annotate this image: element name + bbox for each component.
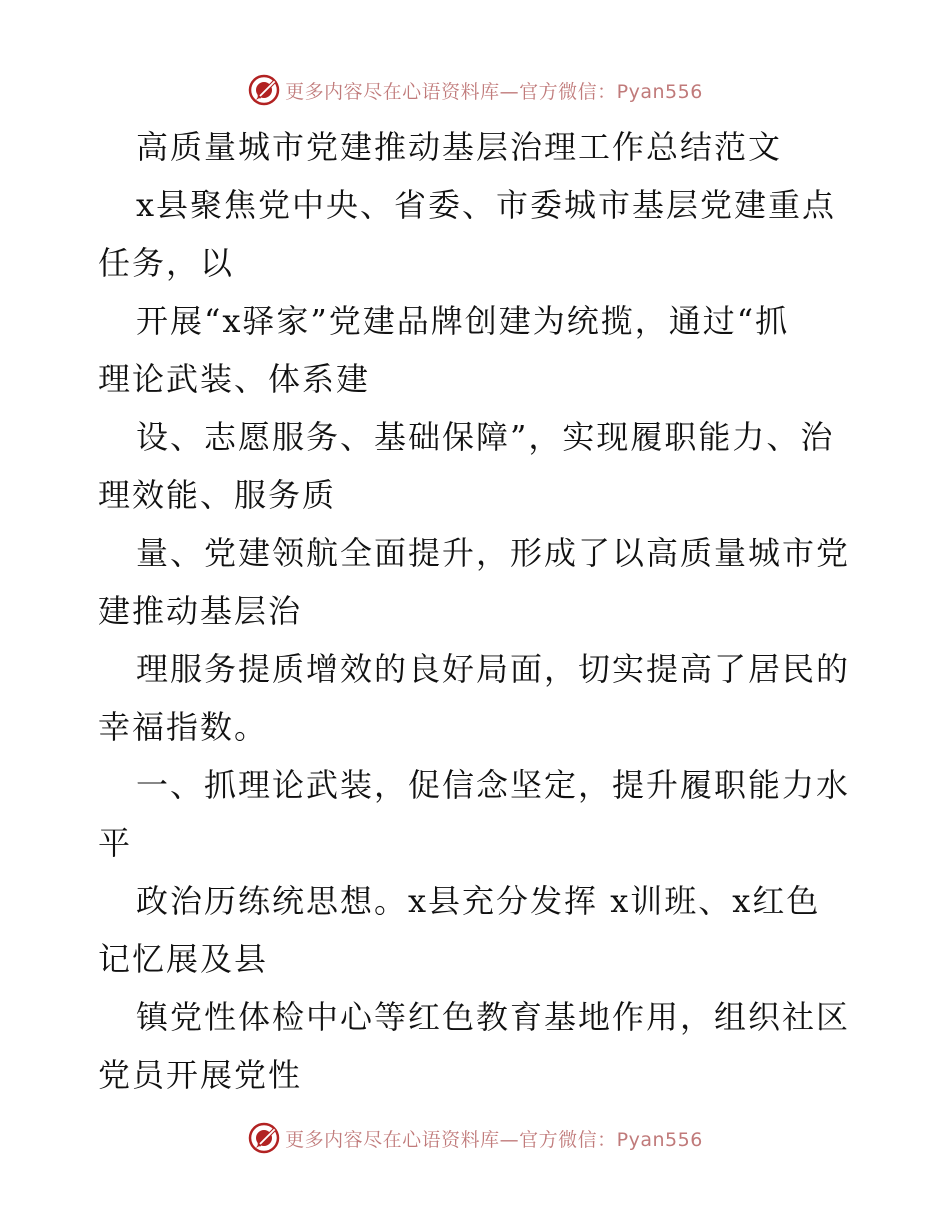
text-line: 平 [98,824,133,862]
watermark-text: 更多内容尽在心语资料库—官方微信：Pyan556 [285,80,703,103]
text-line: 设、志愿服务、基础保障”，实现履职能力、治 [136,418,835,456]
text-line: 一、抓理论武装，促信念坚定，提升履职能力水 [136,766,851,804]
text-line: 理效能、服务质 [98,476,337,514]
header-watermark [0,70,950,110]
text-line: 镇党性体检中心等红色教育基地作用，组织社区 [136,998,851,1036]
pen-logo-icon [247,73,281,107]
watermark-text: 更多内容尽在心语资料库—官方微信：Pyan556 [285,1128,703,1151]
text-line: 政治历练统思想。x县充分发挥 x训班、x红色 [136,882,821,920]
text-line: 党员开展党性 [98,1056,303,1094]
text-line: 任务，以 [98,244,235,282]
footer-watermark [0,1118,950,1158]
text-line: 开展“x驿家”党建品牌创建为统揽，通过“抓 [136,302,790,340]
text-line: 量、党建领航全面提升，形成了以高质量城市党 [136,534,851,572]
pen-logo-icon [247,1121,281,1155]
text-line: 记忆展及县 [98,940,269,978]
text-line: 理论武装、体系建 [98,360,371,398]
text-line: 理服务提质增效的良好局面，切实提高了居民的 [136,650,851,688]
text-line: 幸福指数。 [98,708,269,746]
document-title: 高质量城市党建推动基层治理工作总结范文 [136,128,783,166]
text-line: x县聚焦党中央、省委、市委城市基层党建重点 [136,186,837,224]
document-body [98,118,858,1104]
text-line: 建推动基层治 [98,592,303,630]
paragraph-lines [98,176,858,1104]
